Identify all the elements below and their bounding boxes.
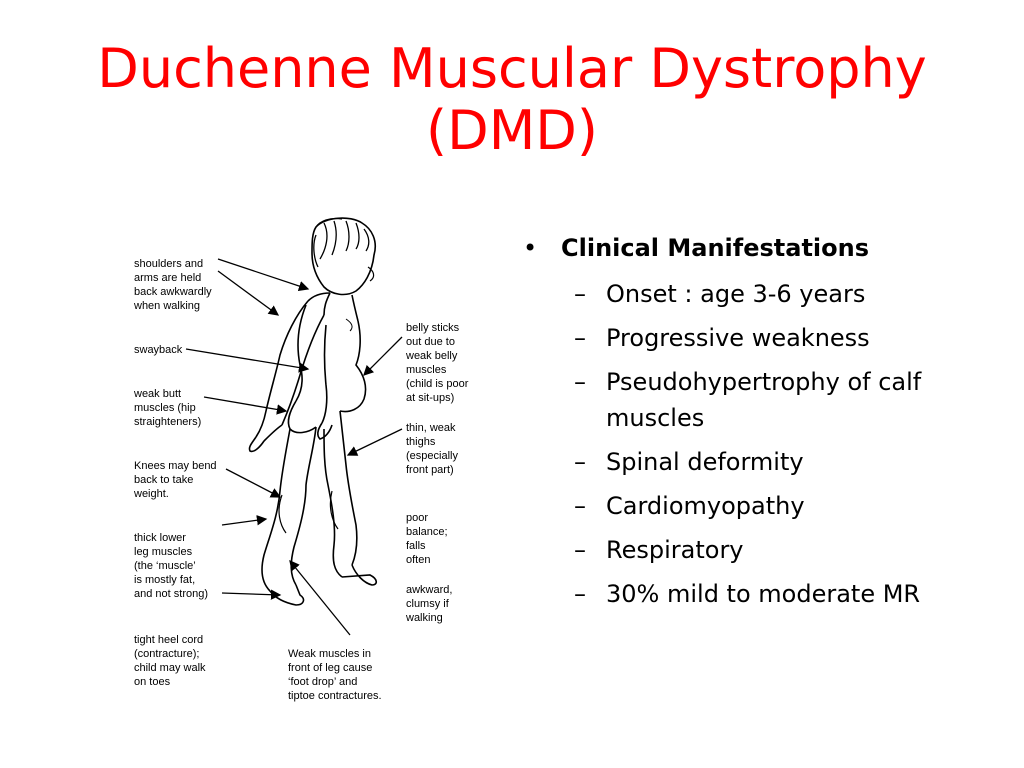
label-balance: poor balance; falls often: [406, 512, 448, 566]
label-weak-muscles: Weak muscles in front of leg cause ‘foot drop’ and tiptoe contractures.: [288, 648, 382, 702]
slide-title: [40, 38, 984, 162]
title-line-1: Duchenne Muscular Dystrophy: [97, 37, 927, 100]
dmd-illustration: [120, 215, 500, 715]
head: [312, 218, 375, 294]
list-item: – Respiratory: [574, 536, 744, 564]
list-item: – Spinal deformity: [574, 448, 804, 476]
label-weak-butt: weak butt muscles (hip straighteners): [134, 388, 202, 428]
pointer-lines: [186, 259, 402, 635]
body: [249, 293, 376, 605]
label-belly: belly sticks out due to weak belly muscles (child is poor at sit-ups): [406, 322, 469, 404]
clinical-manifestations-list: [515, 228, 985, 612]
manifestations-sublist: [515, 276, 985, 612]
label-swayback: swayback: [134, 344, 183, 356]
list-item: – Onset : age 3-6 years: [574, 280, 866, 308]
label-clumsy: awkward, clumsy if walking: [406, 584, 453, 624]
list-item: – Progressive weakness: [574, 324, 870, 352]
label-lower-leg: thick lower leg muscles (the ‘muscle’ is mostly fat, and not strong): [134, 532, 208, 600]
bullet-heading: [515, 228, 985, 268]
heading-text: Clinical Manifestations: [561, 234, 870, 262]
title-line-2: (DMD): [426, 99, 598, 162]
list-item: – 30% mild to moderate MR: [574, 580, 921, 608]
label-heel-cord: tight heel cord (contracture); child may walk on toes: [134, 634, 206, 688]
list-item: – Cardiomyopathy: [574, 492, 805, 520]
list-item: – Pseudohypertrophy of calf muscles: [574, 368, 922, 432]
label-knees: Knees may bend back to take weight.: [134, 460, 217, 500]
bullet-dot: •: [523, 234, 538, 262]
label-thighs: thin, weak thighs (especially front part): [406, 422, 458, 476]
label-shoulders: shoulders and arms are held back awkwardly when walking: [134, 258, 212, 312]
